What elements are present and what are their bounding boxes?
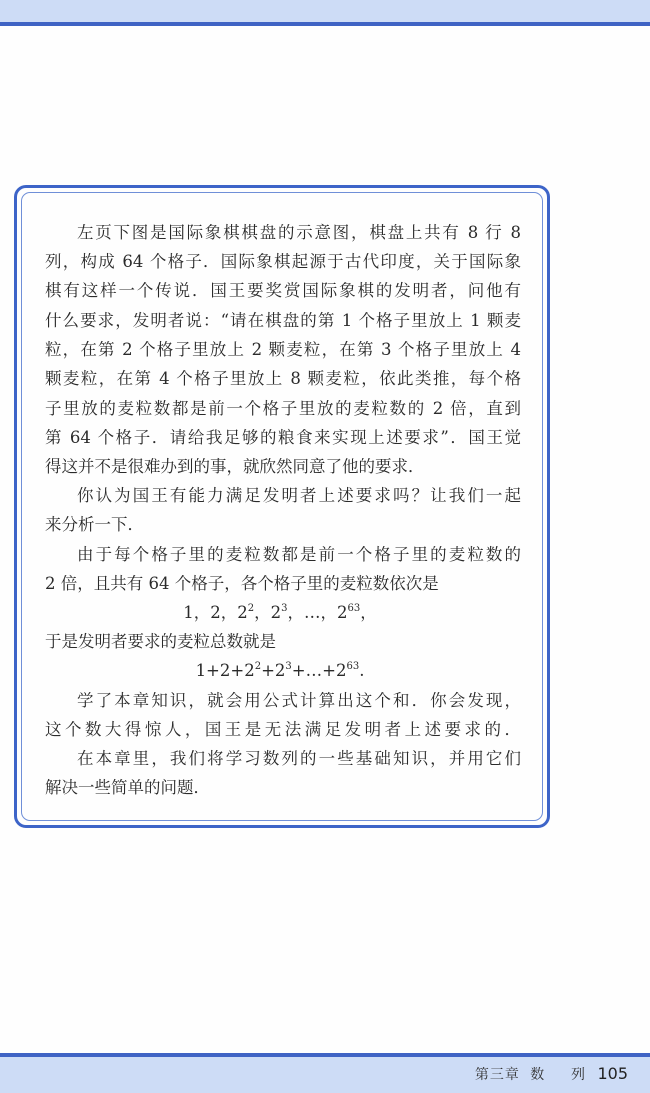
exponent: 3 [285,661,292,672]
page-footer [475,1064,628,1084]
text-line: 2 倍，且共有 64 个格子，各个格子里的麦粒数依次是 [45,574,439,593]
chapter-title-b: 列 [571,1067,585,1083]
text-line: 来分析一下． [45,515,144,534]
text-line: 左页下图是国际象棋棋盘的示意图，棋盘上共有 8 行 8 [77,223,521,242]
exponent: 2 [254,661,262,672]
chapter-label: 第三章 [474,1067,520,1083]
text-line: 颗麦粒，在第 4 个格子里放上 8 颗麦粒，依此类推，每个格 [45,369,521,388]
formula-part: . [359,661,365,680]
formula-part: ， [360,603,377,622]
text-line: 这个数大得惊人，国王是无法满足发明者上述要求的． [45,720,521,739]
header-band [0,0,650,22]
text-line: 子里放的麦粒数都是前一个格子里放的麦粒数的 2 倍，直到 [45,399,521,418]
formula-part: 1，2，2 [183,603,248,622]
text-line: 什么要求，发明者说：“请在棋盘的第 1 个格子里放上 1 颗麦 [45,311,521,330]
exponent: 63 [347,603,361,614]
formula-part: ，2 [254,603,282,622]
sequence-formula [0,602,560,624]
text-line: 解决一些简单的问题． [45,778,210,797]
text-line: 第 64 个格子．请给我足够的粮食来实现上述要求”．国王觉 [45,428,521,447]
text-line: 列，构成 64 个格子．国际象棋起源于古代印度，关于国际象 [45,252,521,271]
text-line: 在本章里，我们将学习数列的一些基础知识，并用它们 [77,749,521,768]
text-line: 粒，在第 2 个格子里放上 2 颗麦粒，在第 3 个格子里放上 4 [45,340,521,359]
formula-part: +…+2 [291,661,347,680]
formula-part: 1+2+2 [195,661,255,680]
formula-part: ，…，2 [287,603,348,622]
header-rule [0,22,650,26]
text-line: 于是发明者要求的麦粒总数就是 [45,632,276,651]
text-line: 由于每个格子里的麦粒数都是前一个格子里的麦粒数的 [77,545,521,564]
text-line: 棋有这样一个传说．国王要奖赏国际象棋的发明者，问他有 [45,281,521,300]
exponent: 2 [247,603,255,614]
formula-part: +2 [261,661,286,680]
text-line: 学了本章知识，就会用公式计算出这个和．你会发现， [77,691,521,710]
text-line: 得这并不是很难办到的事，就欣然同意了他的要求． [45,457,425,476]
chapter-title-a: 数 [530,1067,545,1083]
sum-formula [0,660,560,682]
page-number: 105 [597,1064,628,1083]
text-line: 你认为国王有能力满足发明者上述要求吗？让我们一起 [77,486,521,505]
exponent: 3 [281,603,288,614]
exponent: 63 [346,661,360,672]
